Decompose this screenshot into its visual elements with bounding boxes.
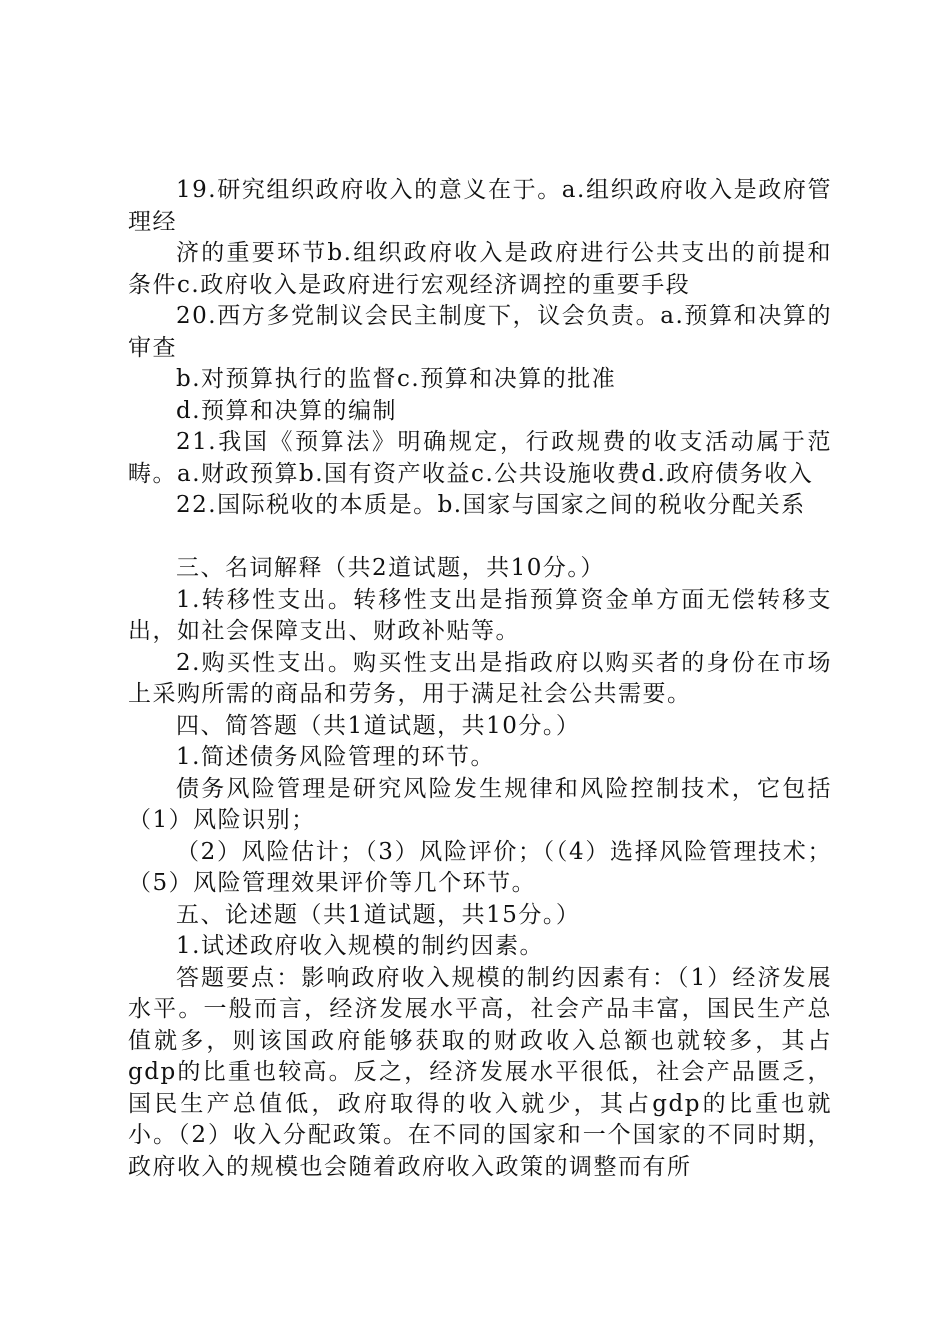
document-body	[128, 175, 832, 1183]
paragraph-term-2: 2.购买性支出。购买性支出是指政府以购买者的身份在市场上采购所需的商品和劳务，用于满足社会公共需要。	[128, 649, 832, 707]
paragraph-essay-answer: 答题要点：影响政府收入规模的制约因素有：（1）经济发展水平。一般而言，经济发展水平高，社会产品丰富，国民生产总值就多，则该国政府能够获取的财政收入总额也就较多，其占gdp的比重也较高。反之，经济发展水平很低，社会产品匮乏，国民生产总值低，政府取得的收入就少，其占gdp的比重也就小。（2）收入分配政策。在不同的国家和一个国家的不同时期，政府收入的规模也会随着政府收入政策的调整而有所	[128, 964, 832, 1180]
paragraph-q20: 20.西方多党制议会民主制度下，议会负责。a.预算和决算的审查	[128, 303, 832, 361]
paragraph-essay-question: 1.试述政府收入规模的制约因素。	[176, 933, 544, 959]
paragraph-q22: 22.国际税收的本质是。b.国家与国家之间的税收分配关系	[176, 492, 806, 518]
paragraph-term-1: 1.转移性支出。转移性支出是指预算资金单方面无偿转移支出，如社会保障支出、财政补贴等。	[128, 586, 832, 644]
paragraph-q20-option-d: d.预算和决算的编制	[176, 397, 398, 424]
paragraph-short-question: 1.简述债务风险管理的环节。	[176, 744, 495, 770]
paragraph-short-answer-1: 债务风险管理是研究风险发生规律和风险控制技术，它包括（1）风险识别；	[128, 775, 832, 833]
paragraph-q21: 21.我国《预算法》明确规定，行政规费的收支活动属于范畴。a.财政预算b.国有资产收益c.公共设施收费d.政府债务收入	[128, 429, 832, 487]
paragraph-q19: 19.研究组织政府收入的意义在于。a.组织政府收入是政府管理经	[128, 177, 832, 235]
section-heading-terms: 三、名词解释（共2道试题，共10分。）	[176, 555, 605, 581]
section-heading-short-answer: 四、简答题（共1道试题，共10分。）	[176, 712, 581, 739]
paragraph-q20-options-bc: b.对预算执行的监督c.预算和决算的批准	[176, 366, 617, 392]
section-heading-essay: 五、论述题（共1道试题，共15分。）	[176, 901, 581, 928]
paragraph-q19-options: 济的重要环节b.组织政府收入是政府进行公共支出的前提和条件c.政府收入是政府进行宏观经济调控的重要手段	[128, 240, 832, 298]
paragraph-short-answer-2: （2）风险估计；（3）风险评价；（（4）选择风险管理技术；（5）风险管理效果评价等几个环节。	[128, 838, 832, 896]
